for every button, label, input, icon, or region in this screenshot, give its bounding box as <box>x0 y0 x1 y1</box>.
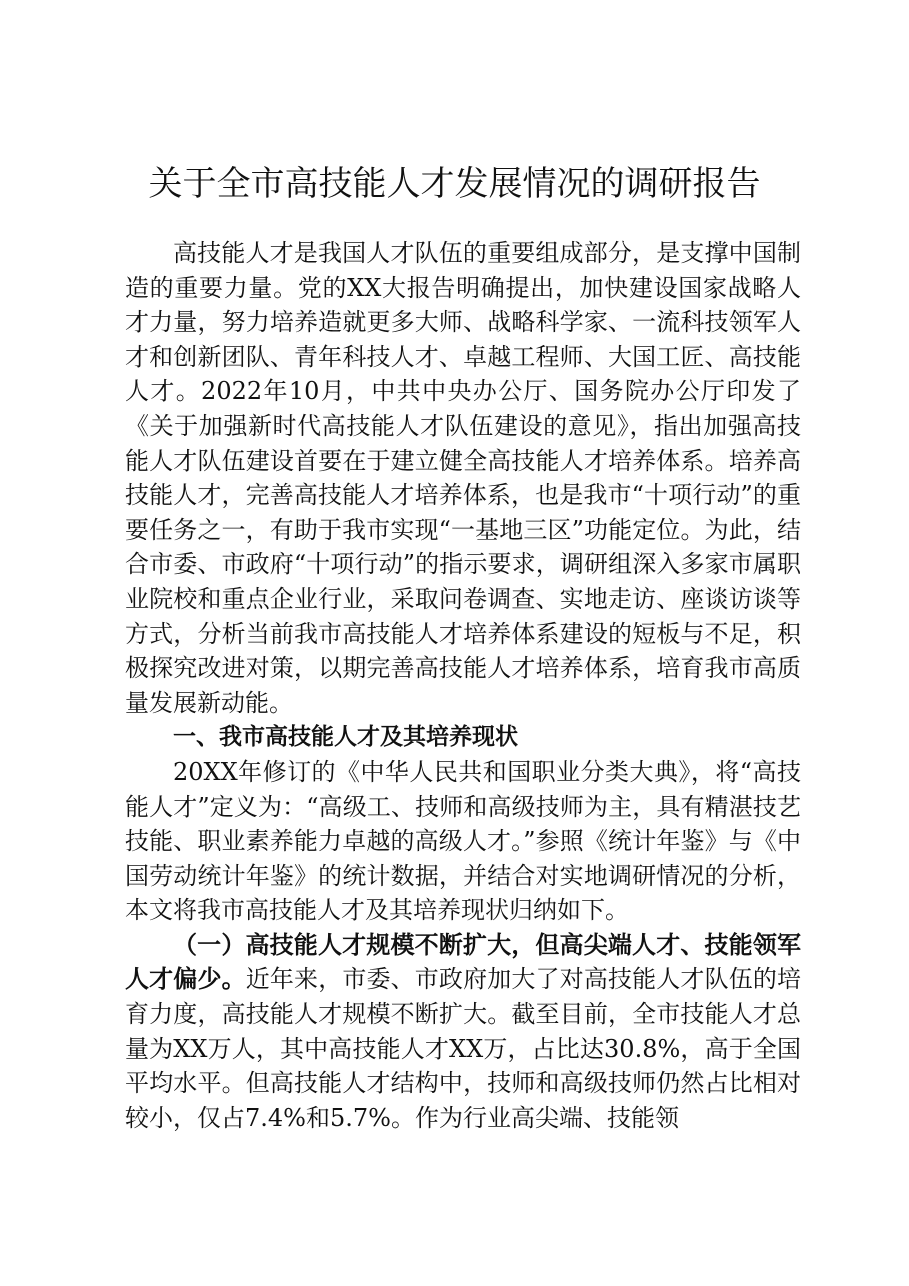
intro-paragraph: 高技能人才是我国人才队伍的重要组成部分，是支撑中国制造的重要力量。党的XX大报告明确提出，加快建设国家战略人才力量，努力培养造就更多大师、战略科学家、一流科技领军人才和创新团队、青年科技人才、卓越工程师、大国工匠、高技能人才。2022年10月，中共中央办公厅、国务院办公厅印发了《关于加强新时代高技能人才队伍建设的意见》，指出加强高技能人才队伍建设首要在于建立健全高技能人才培养体系。培养高技能人才，完善高技能人才培养体系，也是我市“十项行动”的重要任务之一，有助于我市实现“一基地三区”功能定位。为此，结合市委、市政府“十项行动”的指示要求，调研组深入多家市属职业院校和重点企业行业，采取问卷调查、实地走访、座谈访谈等方式，分析当前我市高技能人才培养体系建设的短板与不足，积极探究改进对策，以期完善高技能人才培养体系，培育我市高质量发展新动能。 <box>125 239 801 717</box>
section-paragraph: 20XX年修订的《中华人民共和国职业分类大典》，将“高技能人才”定义为：“高级工、技师和高级技师为主，具有精湛技艺技能、职业素养能力卓越的高级人才。”参照《统计年鉴》与《中国劳动统计年鉴》的统计数据，并结合对实地调研情况的分析，本文将我市高技能人才及其培养现状归纳如下。 <box>125 757 801 925</box>
document-title: 关于全市高技能人才发展情况的调研报告 <box>148 164 761 204</box>
document-body <box>125 236 801 1135</box>
section-heading: 一、我市高技能人才及其培养现状 <box>173 724 518 751</box>
subsection-heading: （一）高技能人才规模不断扩大，但高尖端人才、技能领军人才偏少。 <box>125 929 801 994</box>
subsection-paragraph <box>125 928 801 1136</box>
subsection-body: 近年来，市委、市政府加大了对高技能人才队伍的培育力度，高技能人才规模不断扩大。截至目前，全市技能人才总量为XX万人，其中高技能人才XX万，占比达30.8%，高于全国平均水平。但高技能人才结构中，技师和高级技师仍然占比相对较小，仅占7.4%和5.7%。作为行业高尖端、技能领 <box>125 965 802 1132</box>
